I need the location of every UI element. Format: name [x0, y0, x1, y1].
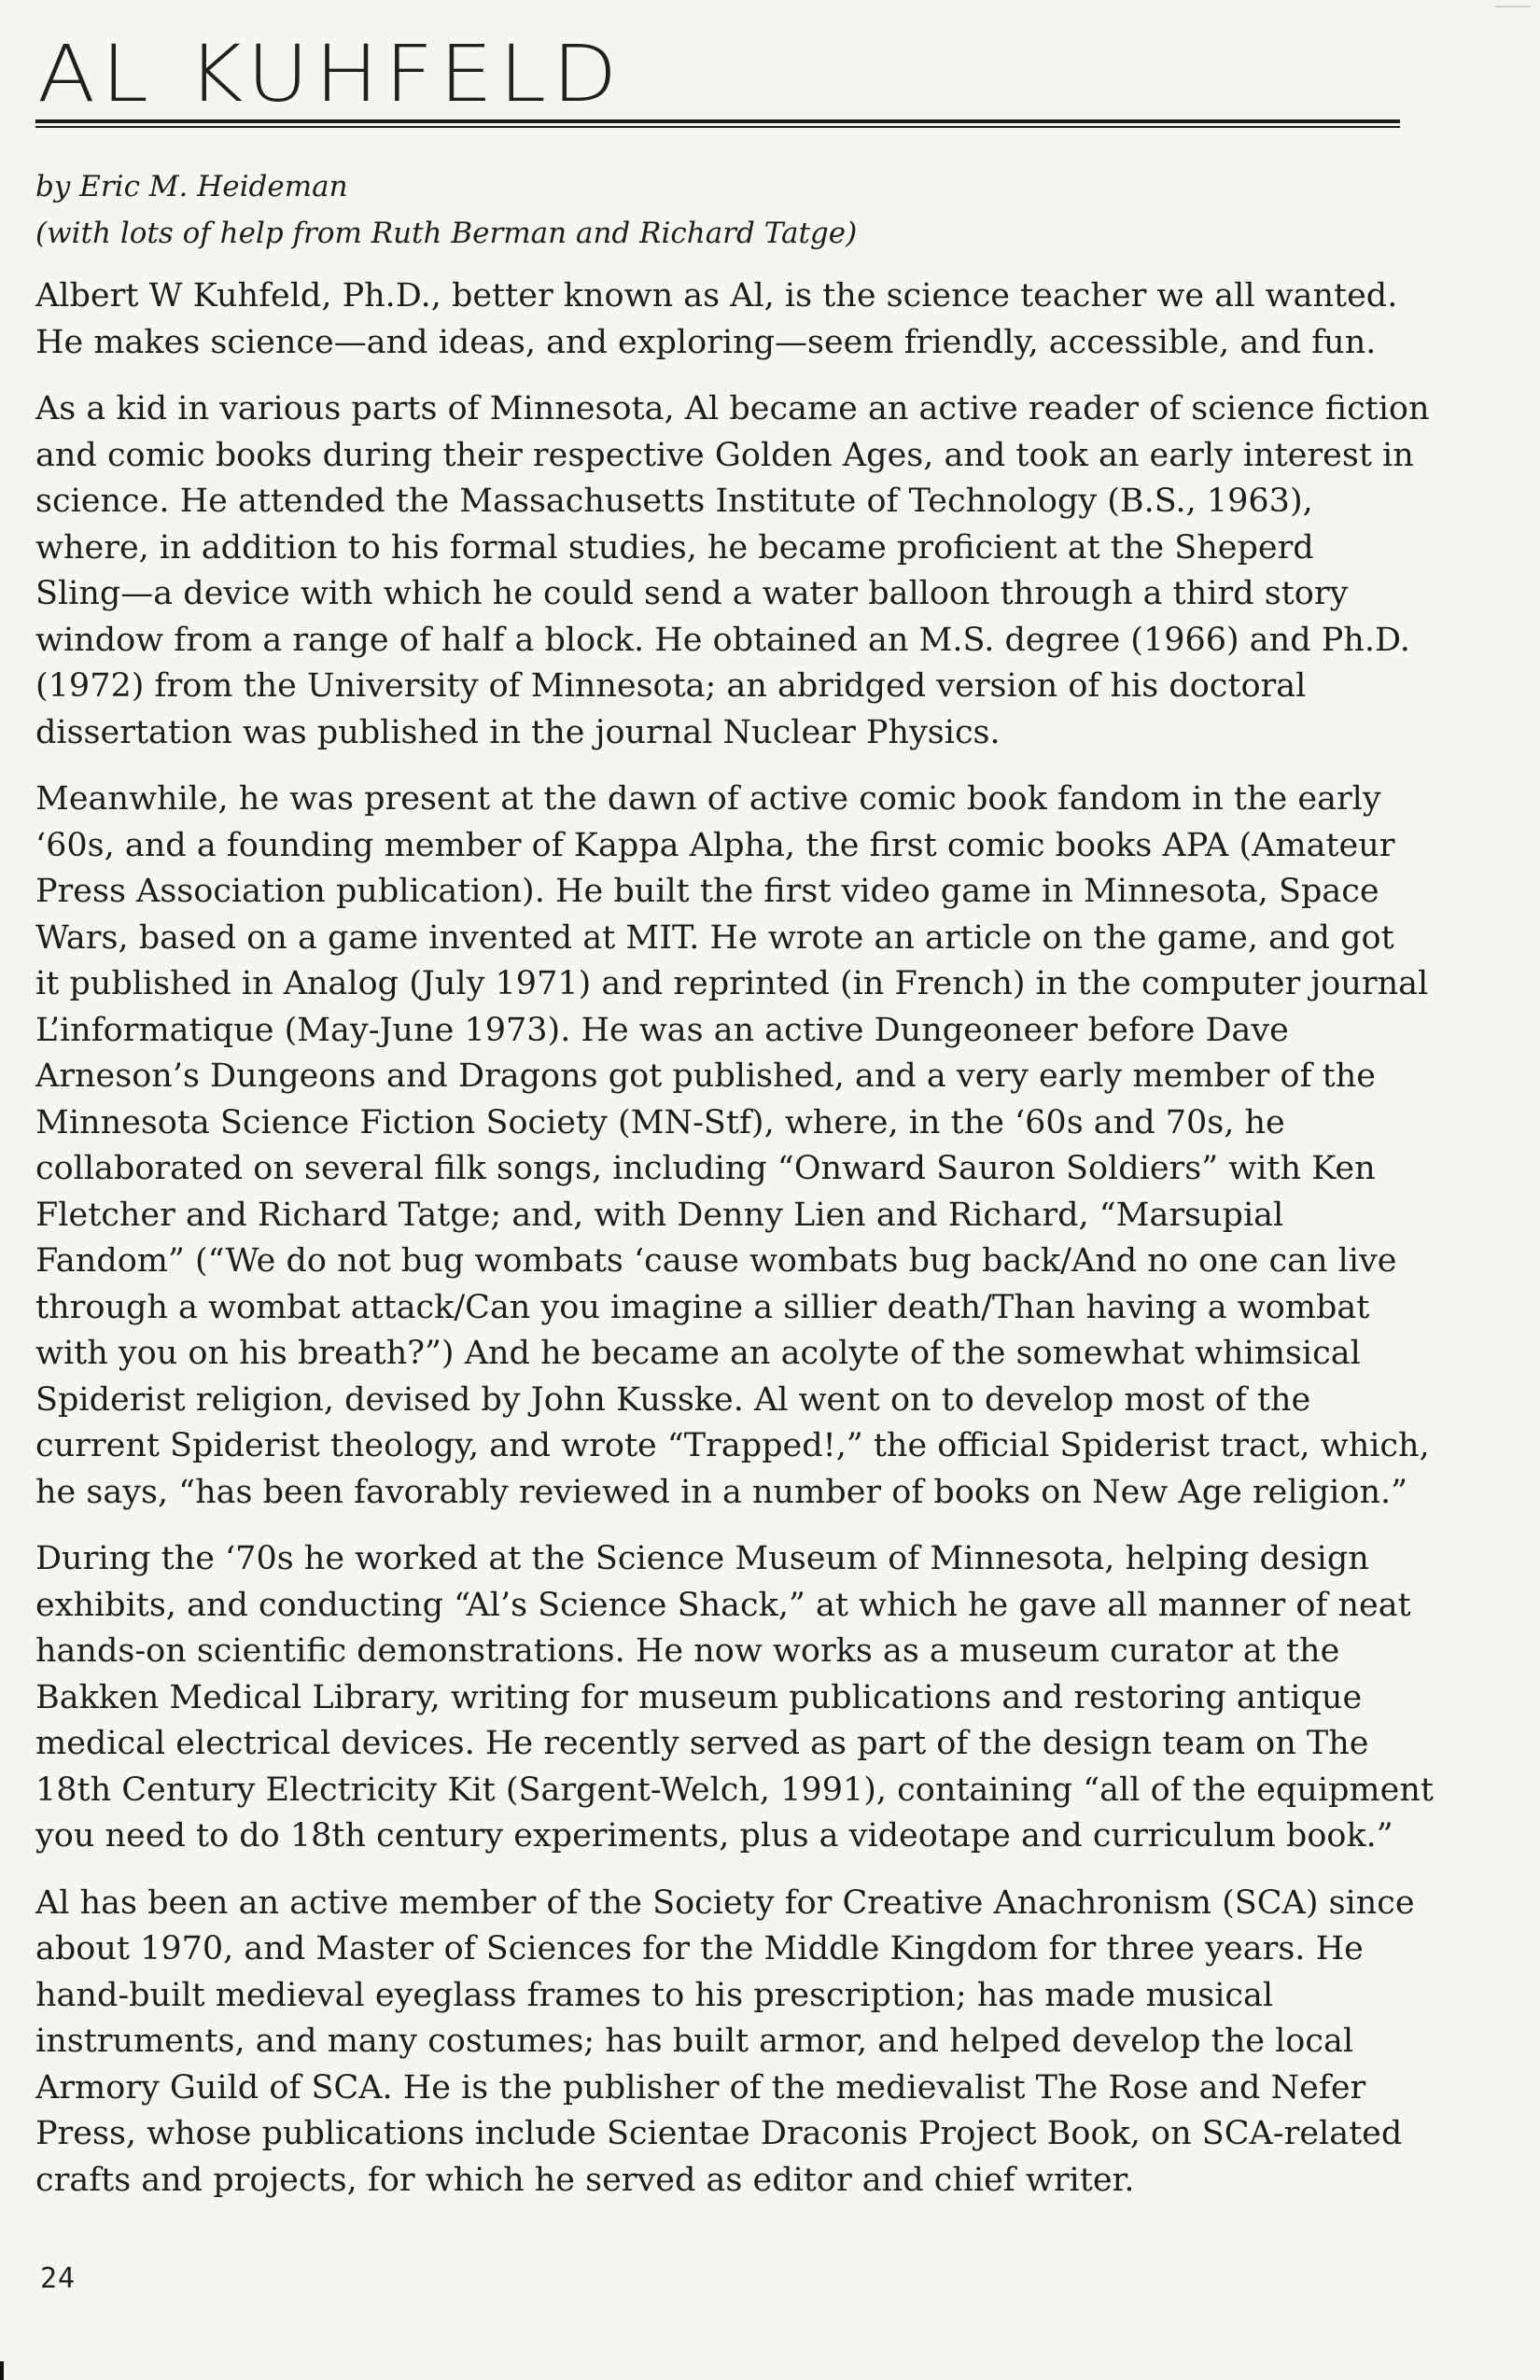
byline — [35, 163, 1398, 257]
paragraph-line: ‘60s, and a founding member of Kappa Alpha, the first comic books APA (Amateur — [35, 826, 1395, 864]
paragraph-line: Press Association publication). He built the first video game in Minnesota, Space — [35, 873, 1379, 910]
byline-author: by Eric M. Heideman — [35, 170, 348, 203]
title-rule — [35, 119, 1400, 128]
paragraph-line: medical electrical devices. He recently served as part of the design team on The — [35, 1725, 1369, 1762]
paragraph-line: Fletcher and Richard Tatge; and, with Denny Lien and Richard, “Marsupial — [35, 1196, 1284, 1234]
title-rule-thick — [35, 119, 1400, 123]
article-body — [35, 273, 1434, 2204]
paragraph-line: you need to do 18th century experiments, plus a videotape and curriculum book.” — [35, 1817, 1393, 1855]
paragraph-line: Armory Guild of SCA. He is the publisher of the medievalist The Rose and Nefer — [35, 2068, 1366, 2107]
paragraph-line: He makes science—and ideas, and exploring—seem friendly, accessible, and fun. — [35, 323, 1377, 361]
paragraph-line: hand-built medieval eyeglass frames to his prescription; has made musical — [35, 1976, 1274, 2014]
paragraph-line: window from a range of half a block. He obtained an M.S. degree (1966) and Ph.D. — [35, 621, 1410, 659]
title-rule-thin — [35, 126, 1400, 128]
paragraph-line: During the ‘70s he worked at the Science Museum of Minnesota, helping design — [35, 1540, 1369, 1577]
paragraph-line: As a kid in various parts of Minnesota, Al became an active reader of science fiction — [35, 390, 1430, 427]
paragraph-line: and comic books during their respective Golden Ages, and took an early interest in — [35, 436, 1414, 474]
article-title: AL KUHFELD — [37, 28, 623, 119]
paragraph-line: Press, whose publications include Scientae Draconis Project Book, on SCA-related — [35, 2115, 1403, 2152]
scan-corner-mark — [0, 2361, 4, 2380]
paragraph-line: 18th Century Electricity Kit (Sargent-Welch, 1991), containing “all of the equipment — [35, 1771, 1434, 1809]
paragraph-3 — [35, 777, 1430, 1516]
paragraph-line: crafts and projects, for which he served as editor and chief writer. — [35, 2161, 1135, 2199]
paragraph-4 — [35, 1536, 1434, 1860]
paragraph-line: Minnesota Science Fiction Society (MN-Stf), where, in the ‘60s and 70s, he — [35, 1103, 1285, 1141]
paragraph-line: Fandom” (“We do not bug wombats ‘cause wombats bug back/And no one can live — [35, 1242, 1397, 1280]
paragraph-line: Sling—a device with which he could send a water balloon through a third story — [35, 575, 1349, 612]
paragraph-line: (1972) from the University of Minnesota; an abridged version of his doctoral — [35, 667, 1307, 705]
paragraph-line: Arneson’s Dungeons and Dragons got published, and a very early member of the — [35, 1057, 1376, 1095]
paragraph-line: where, in addition to his formal studies, he became proficient at the Sheperd — [35, 528, 1314, 567]
paragraph-1 — [35, 273, 1398, 366]
scan-edge-mark — [1495, 0, 1531, 7]
paragraph-line: L’informatique (May-June 1973). He was an active Dungeoneer before Dave — [35, 1011, 1289, 1049]
paragraph-line: dissertation was published in the journal Nuclear Physics. — [35, 713, 1001, 751]
article-page — [35, 28, 1434, 2224]
paragraph-line: instruments, and many costumes; has built armor, and helped develop the local — [35, 2023, 1354, 2060]
paragraph-line: current Spiderist theology, and wrote “Trapped!,” the official Spiderist tract, which, — [35, 1427, 1430, 1464]
paragraph-line: exhibits, and conducting “Al’s Science Shack,” at which he gave all manner of neat — [35, 1586, 1411, 1624]
paragraph-line: with you on his breath?”) And he became an acolyte of the somewhat whimsical — [35, 1335, 1361, 1372]
paragraph-5 — [35, 1881, 1415, 2205]
page-number: 24 — [40, 2262, 77, 2295]
paragraph-line: Al has been an active member of the Society for Creative Anachronism (SCA) since — [35, 1883, 1415, 1922]
paragraph-line: collaborated on several filk songs, including “Onward Sauron Soldiers” with Ken — [35, 1150, 1376, 1187]
paragraph-line: Meanwhile, he was present at the dawn of active comic book fandom in the early — [35, 780, 1381, 818]
paragraph-line: science. He attended the Massachusetts Institute of Technology (B.S., 1963), — [35, 483, 1313, 520]
paragraph-line: he says, “has been favorably reviewed in a number of books on New Age religion.” — [35, 1473, 1407, 1511]
paragraph-line: Albert W Kuhfeld, Ph.D., better known as Al, is the science teacher we all wanted. — [35, 277, 1398, 315]
paragraph-line: it published in Analog (July 1971) and reprinted (in French) in the computer journal — [35, 965, 1429, 1002]
paragraph-line: Bakken Medical Library, writing for museum publications and restoring antique — [35, 1678, 1363, 1716]
paragraph-line: Wars, based on a game invented at MIT. He wrote an article on the game, and got — [35, 918, 1394, 957]
paragraph-line: hands-on scientific demonstrations. He now works as a museum curator at the — [35, 1632, 1340, 1670]
paragraph-line: through a wombat attack/Can you imagine a sillier death/Than having a wombat — [35, 1288, 1370, 1326]
paragraph-line: about 1970, and Master of Sciences for the Middle Kingdom for three years. He — [35, 1930, 1364, 1967]
paragraph-2 — [35, 386, 1430, 756]
byline-credits: (with lots of help from Ruth Berman and Richard Tatge) — [35, 217, 858, 250]
paragraph-line: Spiderist religion, devised by John Kusske. Al went on to develop most of the — [35, 1380, 1311, 1419]
